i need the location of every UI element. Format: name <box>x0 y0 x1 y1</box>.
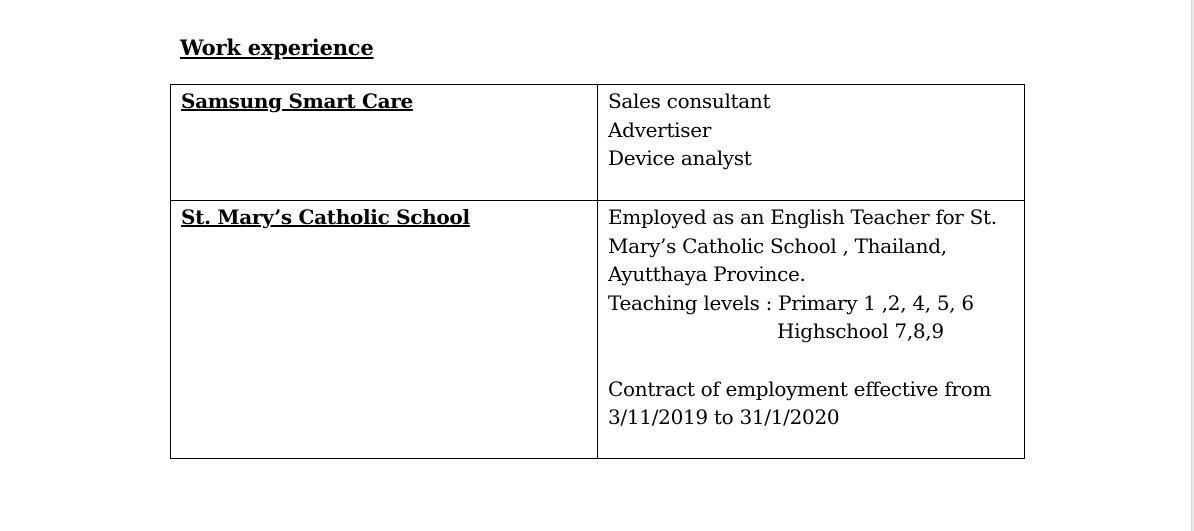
table-row <box>171 201 1025 459</box>
work-experience-table <box>170 84 1025 459</box>
details-cell <box>598 201 1025 459</box>
role-line: Device analyst <box>608 146 752 171</box>
detail-line: Mary’s Catholic School , Thailand, <box>608 233 947 258</box>
detail-line: Ayutthaya Province. <box>608 262 806 287</box>
contract-line: Contract of employment effective from <box>608 376 992 401</box>
detail-line: Employed as an English Teacher for St. <box>608 205 997 229</box>
teaching-levels-line: Teaching levels : Primary 1 ,2, 4, 5, 6 <box>608 290 974 315</box>
highschool-line: Highschool 7,8,9 <box>777 319 944 344</box>
role-line: Sales consultant <box>608 89 771 113</box>
role-line: Advertiser <box>608 117 712 142</box>
blank-line <box>608 346 1014 375</box>
table-row <box>171 85 1025 201</box>
details-cell <box>598 85 1025 201</box>
employer-name: St. Mary’s Catholic School <box>181 205 470 229</box>
employer-name: Samsung Smart Care <box>181 89 413 113</box>
contract-dates-line: 3/11/2019 to 31/1/2020 <box>608 405 840 430</box>
employer-cell <box>171 201 598 459</box>
employer-cell <box>171 85 598 201</box>
section-heading: Work experience <box>180 35 374 60</box>
